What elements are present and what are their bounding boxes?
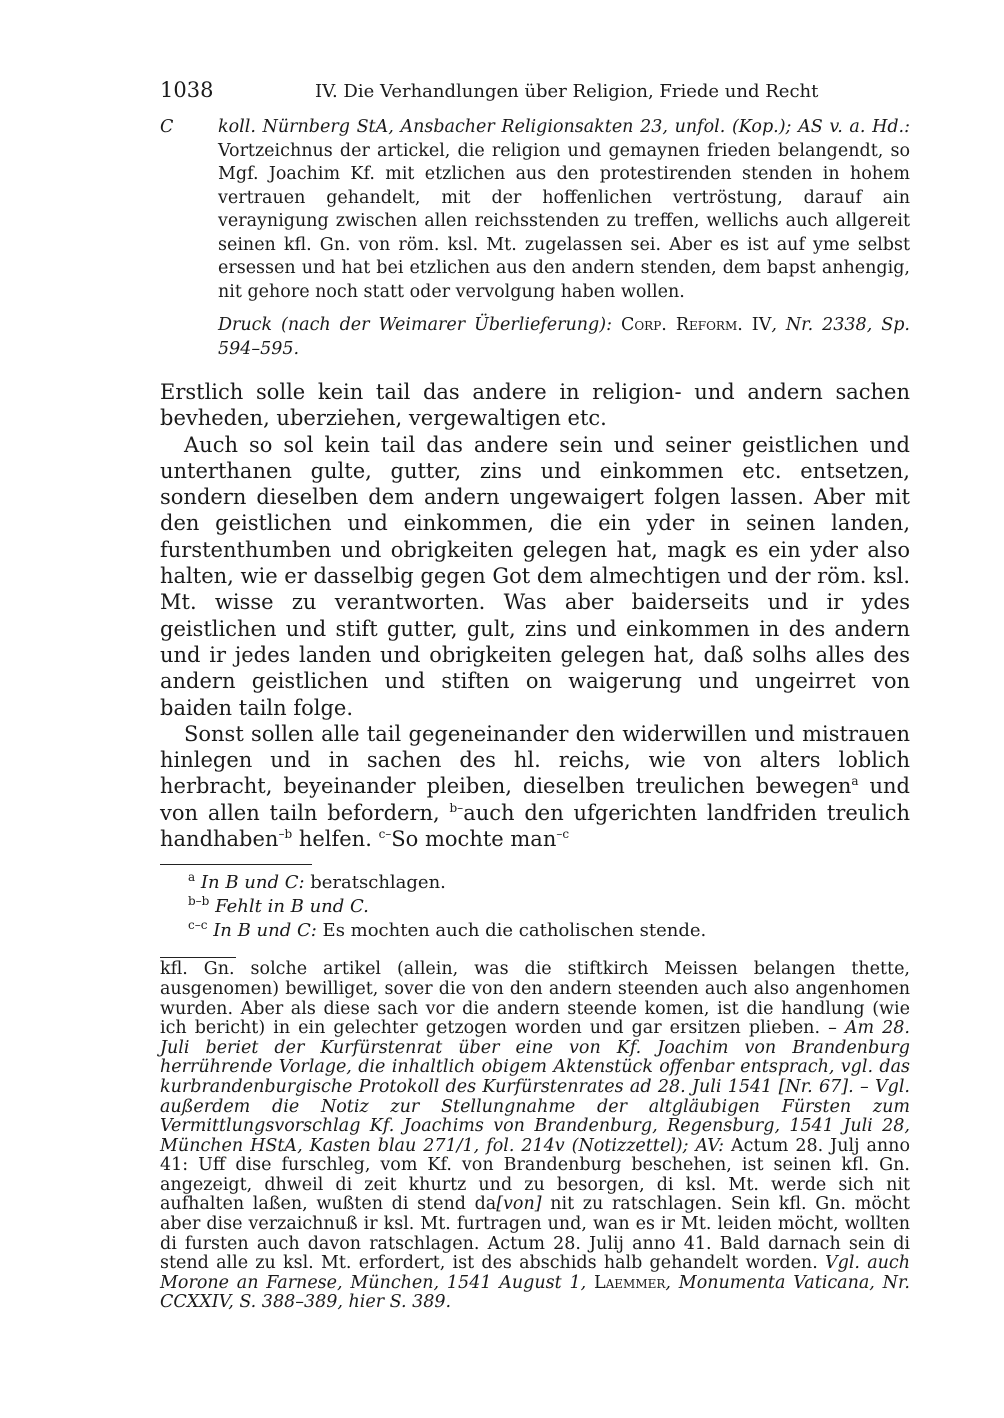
footnote-mark-c-close: –c <box>556 827 570 842</box>
document-page <box>160 78 910 1313</box>
print-volume: IV <box>751 315 772 335</box>
commentary-italic-4: , Monumenta Vaticana, Nr. CCXXIV, S. 388–389, hier S. 389. <box>160 1272 910 1313</box>
footnote-a <box>188 871 910 895</box>
p3-part-a: Sonst sollen alle tail gegeneinander den widerwillen und mistrauen hinlegen und in sachen des hl. reichs, wie von alters loblich herbracht, beyeinander pleiben, dieselben treulichen bewegen <box>160 721 910 799</box>
print-location: , Nr. 2338, Sp. 594–595. <box>218 315 910 359</box>
print-corpus: Corp. Reform. <box>620 315 743 335</box>
footnote-b-label: Fehlt in B und C. <box>215 896 369 918</box>
footnote-mark-b-close: –b <box>278 827 293 842</box>
commentary-part-3: nit zu ratschlagen. Sein kfl. Gn. möcht aber dise verzaichnuß ir ksl. Mt. furtragen und, wan es ir Mt. leiden möcht, wollten di fursten auch davon ratschlagen. Actum 28. Julij anno 41. Bald darnach sein di stend alle zu ksl. Mt. erfordert, ist des abschids halb gehandelt worden. <box>160 1194 910 1274</box>
footnote-c-label: In B und C: <box>213 920 317 942</box>
main-text <box>160 379 910 852</box>
footnote-rule <box>160 864 312 865</box>
footnote-c <box>188 919 910 943</box>
footnote-a-label: In B und C: <box>200 872 305 894</box>
p3-part-e: So mochte man <box>391 827 557 852</box>
commentary-italic-2: [von] <box>496 1194 542 1215</box>
paragraph-3 <box>160 721 910 852</box>
footnote-c-text: Es mochten auch die catholischen stende. <box>316 920 707 942</box>
commentary-part-1: kfl. Gn. solche artikel (allein, was die stiftkirch Meissen belangen thette, ausgenomen) bewilliget, sover die von den andern steenden auch also angenhomen wurden. Aber als diese sach vor die andern steende komen, ist die handlung (wie ich bericht) in ein gelechter getzogen worden und gar ersitzen plieben. – <box>160 959 910 1039</box>
footnote-a-text: beratschlagen. <box>304 872 446 894</box>
footnote-mark-c-open: c– <box>378 827 392 842</box>
commentary-rule <box>160 957 236 958</box>
p3-part-b: und von allen tailn befordern, <box>160 774 910 825</box>
footnote-a-mark: a <box>188 870 196 885</box>
source-sigle: C <box>160 117 174 137</box>
footnote-mark-b-open: b– <box>449 800 464 815</box>
p3-part-d: helfen. <box>292 827 379 852</box>
print-reference <box>218 314 910 361</box>
commentary-part-2: Actum 28. Julj anno 41: Uff dise furschleg, vom Kf. von Brandenburg beschehen, ist seinen kfl. Gn. angezeigt, dhweil di zeit khurtz und zu besorgen, di ksl. Mt. werde sich nit aufhalten laßen, wußten di stend da <box>160 1135 910 1215</box>
source-body <box>218 116 910 361</box>
textual-footnotes <box>160 871 910 943</box>
page-header <box>160 78 910 110</box>
commentary-author: Laemmer <box>586 1272 666 1293</box>
source-text: Vortzeichnus der artickel, die religion und gemaynen frieden belangendt, so Mgf. Joachim Kf. mit etzlichen aus den protestirenden stenden in hohem vertrauen gehandelt, mit der hoffenlichen vertröstung, darauf ain veraynigung zwischen allen reichsstenden zu treffen, wellichs auch allgereit seinen kfl. Gn. von röm. ksl. Mt. zugelassen sei. Aber es ist auf yme selbst ersessen und hat bei etzlichen aus den andern stenden, dem bapst anhengig, nit gehore noch statt oder vervolgung haben wollen. <box>218 140 910 302</box>
source-archive-entry <box>218 116 910 304</box>
source-archive: koll. Nürnberg StA, Ansbacher Religionsakten 23, unfol. (Kop.); AS v. a. Hd.: <box>218 117 910 137</box>
footnote-mark-a: a <box>851 774 859 789</box>
commentary-note <box>160 960 910 1313</box>
commentary-italic-3: Vgl. auch Morone an Farnese, München, 1541 August 1, <box>160 1253 910 1293</box>
commentary-italic-1: Am 28. Juli beriet der Kurfürstenrat über eine von Kf. Joachim von Brandenburg herrührende Vorlage, die inhaltlich obigem Aktenstück offenbar entsprach, vgl. das kurbrandenburgische Protokoll des Kurfürstenrates ad 28. Juli 1541 [Nr. 67]. – Vgl. außerdem die Notiz zur Stellungnahme der altgläubigen Fürsten zum Vermittlungsvorschlag Kf. Joachims von Brandenburg, Regensburg, 1541 Juli 28, München HStA, Kasten blau 271/1, fol. 214v (Notizzettel); AV: <box>160 1018 910 1156</box>
paragraph-1: Erstlich solle kein tail das andere in religion- und andern sachen bevheden, uberziehen, vergewaltigen etc. <box>160 380 910 431</box>
print-label: Druck (nach der Weimarer Überlieferung): <box>218 315 612 335</box>
p3-part-c: auch den ufgerichten landfriden treulich handhaben <box>160 800 910 852</box>
paragraph-2: Auch so sol kein tail das andere sein und seiner geistlichen und unterthanen gulte, gutter, zins und einkommen etc. entsetzen, sondern dieselben dem andern ungewaigert folgen lassen. Aber mit den geistlichen und einkommen, die ein yder in seinen landen, furstenthumben und obrigkeiten gelegen hat, magk es ein yder also halten, wie er dasselbig gegen Got dem almechtigen und der röm. ksl. Mt. wisse zu verantworten. Was aber baiderseits und ir ydes geistlichen und stift gutter, gult, zins und einkommen in des andern und ir jedes landen und obrigkeiten gelegen hat, daß solhs alles des andern geistlichen und stiften on waigerung und ungeirret von baiden tailn folge. <box>160 432 910 720</box>
source-description <box>160 116 910 361</box>
page-number: 1038 <box>160 78 214 102</box>
footnote-b <box>188 895 910 919</box>
footnote-b-mark: b–b <box>188 894 210 909</box>
running-head: IV. Die Verhandlungen über Religion, Friede und Recht <box>315 81 819 102</box>
footnote-c-mark: c–c <box>188 918 208 933</box>
